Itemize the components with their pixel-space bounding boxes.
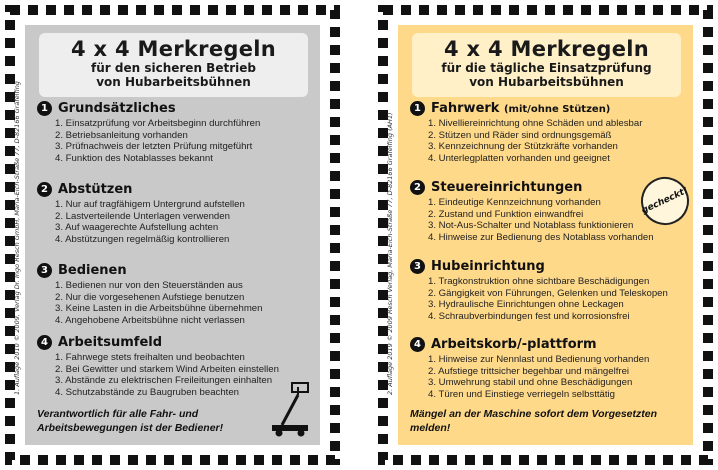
list-item: 2. Betriebsanleitung vorhanden: [55, 129, 188, 141]
card-title: 4 x 4 Merkregeln: [444, 37, 649, 61]
right-card: [373, 0, 718, 470]
section-title: Hubeinrichtung: [431, 258, 545, 274]
list-item: 4. Angehobene Arbeitsbühne nicht verlassen: [55, 314, 245, 326]
list-item: 4. Schraubverbindungen fest und korrosionsfrei: [428, 310, 630, 322]
list-item: 4. Funktion des Notablasses bekannt: [55, 152, 213, 164]
list-item: 3. Hydraulische Einrichtungen ohne Leckagen: [428, 299, 624, 311]
section-number: 4: [37, 335, 52, 350]
section-number: 1: [37, 101, 52, 116]
card-body: [13, 25, 320, 445]
section-title: Steuereinrichtungen: [431, 179, 583, 195]
list-item: 4. Abstützungen regelmäßig kontrollieren: [55, 233, 230, 245]
list-item: 3. Abstände zu elektrischen Freileitungen einhalten: [55, 375, 273, 387]
section-title: Arbeitskorb/-plattform: [431, 336, 597, 352]
footer-note: Verantwortlich für alle Fahr- und Arbeitsbewegungen ist der Bediener!: [37, 408, 224, 434]
list-item: 1. Eindeutige Kennzeichnung vorhanden: [428, 197, 601, 208]
card-subtitle-line-1: für die tägliche Einsatzprüfung: [441, 61, 652, 75]
section-number: 3: [37, 263, 52, 278]
list-item: 1. Fahrwege stets freihalten und beobachten: [55, 352, 245, 363]
section-number: 3: [410, 259, 425, 274]
card-body: [386, 25, 693, 445]
section-title-note: (mit/ohne Stützen): [503, 103, 611, 115]
list-item: 2. Nur die vorgesehenen Aufstiege benutzen: [55, 291, 245, 303]
title-box: [39, 33, 308, 97]
section-bedienen: [37, 261, 327, 326]
section-title: Abstützen: [58, 181, 133, 197]
list-item: 1. Nur auf tragfähigem Untergrund aufstellen: [55, 199, 245, 210]
publisher-note: 1. Auflage 2010 © 2009, Verlag Dr. Ingo Resch GmbH, Maria-Eich-Straße 77, D-82166 Gräfelfing: [13, 81, 21, 395]
section-steuereinrichtungen: [410, 178, 700, 243]
list-item: 1. Einsatzprüfung vor Arbeitsbeginn durchführen: [55, 118, 261, 129]
section-title: Grundsätzliches: [58, 100, 176, 116]
list-item: 3. Not-Aus-Schalter und Notablass funktionieren: [428, 220, 634, 232]
list-item: 3. Prüfnachweis der letzten Prüfung mitgeführt: [55, 141, 253, 153]
list-item: 4. Unterlegplatten vorhanden und geeignet: [428, 152, 610, 164]
section-arbeitskorb: [410, 335, 700, 400]
list-item: 4. Schutzabstände zu Baugruben beachten: [55, 386, 240, 398]
list-item: 2. Lastverteilende Unterlagen verwenden: [55, 210, 230, 222]
title-box: [412, 33, 681, 97]
list-item: 4. Hinweise zur Bedienung des Notablass vorhanden: [428, 231, 654, 243]
section-hubeinrichtung: [410, 257, 700, 322]
list-item: 3. Auf waagerechte Aufstellung achten: [55, 222, 219, 234]
section-title: Arbeitsumfeld: [58, 334, 163, 350]
aerial-work-platform-icon: [268, 381, 312, 437]
list-item: 3. Umwehrung stabil und ohne Beschädigungen: [428, 377, 633, 389]
section-grundsaetzliches: [37, 99, 327, 164]
list-item: 1. Hinweise zur Nennlast und Bedienung vorhanden: [428, 354, 650, 365]
section-number: 4: [410, 337, 425, 352]
list-item: 1. Nivelliereinrichtung ohne Schäden und ablesbar: [428, 118, 643, 129]
card-subtitle-line-2: von Hubarbeitsbühnen: [96, 75, 251, 89]
list-item: 1. Tragkonstruktion ohne sichtbare Beschädigungen: [428, 276, 650, 287]
section-number: 2: [410, 180, 425, 195]
section-title: Bedienen: [58, 262, 127, 278]
list-item: 2. Gängigkeit von Führungen, Gelenken und Teleskopen: [428, 287, 668, 299]
list-item: 3. Keine Lasten in die Arbeitsbühne übernehmen: [55, 303, 263, 315]
section-title: Fahrwerk (mit/ohne Stützen): [431, 100, 611, 116]
card-subtitle-line-2: von Hubarbeitsbühnen: [469, 75, 624, 89]
list-item: 4. Türen und Einstiege verriegeln selbsttätig: [428, 388, 616, 400]
card-title: 4 x 4 Merkregeln: [71, 37, 276, 61]
section-number: 1: [410, 101, 425, 116]
checked-stamp: gecheckt!: [633, 169, 697, 233]
publisher-note: 2. Auflage 2019 © 2009 Resch Verlag, Maria-Eich-Straße 77, D-82166 Gräfelfing (AH1): [386, 112, 394, 395]
list-item: 3. Kennzeichnung der Stützkräfte vorhanden: [428, 141, 618, 153]
list-item: 2. Aufstiege trittsicher begehbar und mängelfrei: [428, 365, 630, 377]
footer-note: Mängel an der Maschine sofort dem Vorgesetzten melden!: [410, 408, 657, 434]
list-item: 2. Stützen und Räder sind ordnungsgemäß: [428, 129, 612, 141]
section-abstuetzen: [37, 180, 327, 245]
section-fahrwerk: [410, 99, 700, 164]
list-item: 2. Zustand und Funktion einwandfrei: [428, 208, 584, 220]
list-item: 2. Bei Gewitter und starkem Wind Arbeiten einstellen: [55, 363, 279, 375]
section-number: 2: [37, 182, 52, 197]
list-item: 1. Bedienen nur von den Steuerständen aus: [55, 280, 243, 291]
card-subtitle-line-1: für den sicheren Betrieb: [91, 61, 256, 75]
left-card: [0, 0, 345, 470]
